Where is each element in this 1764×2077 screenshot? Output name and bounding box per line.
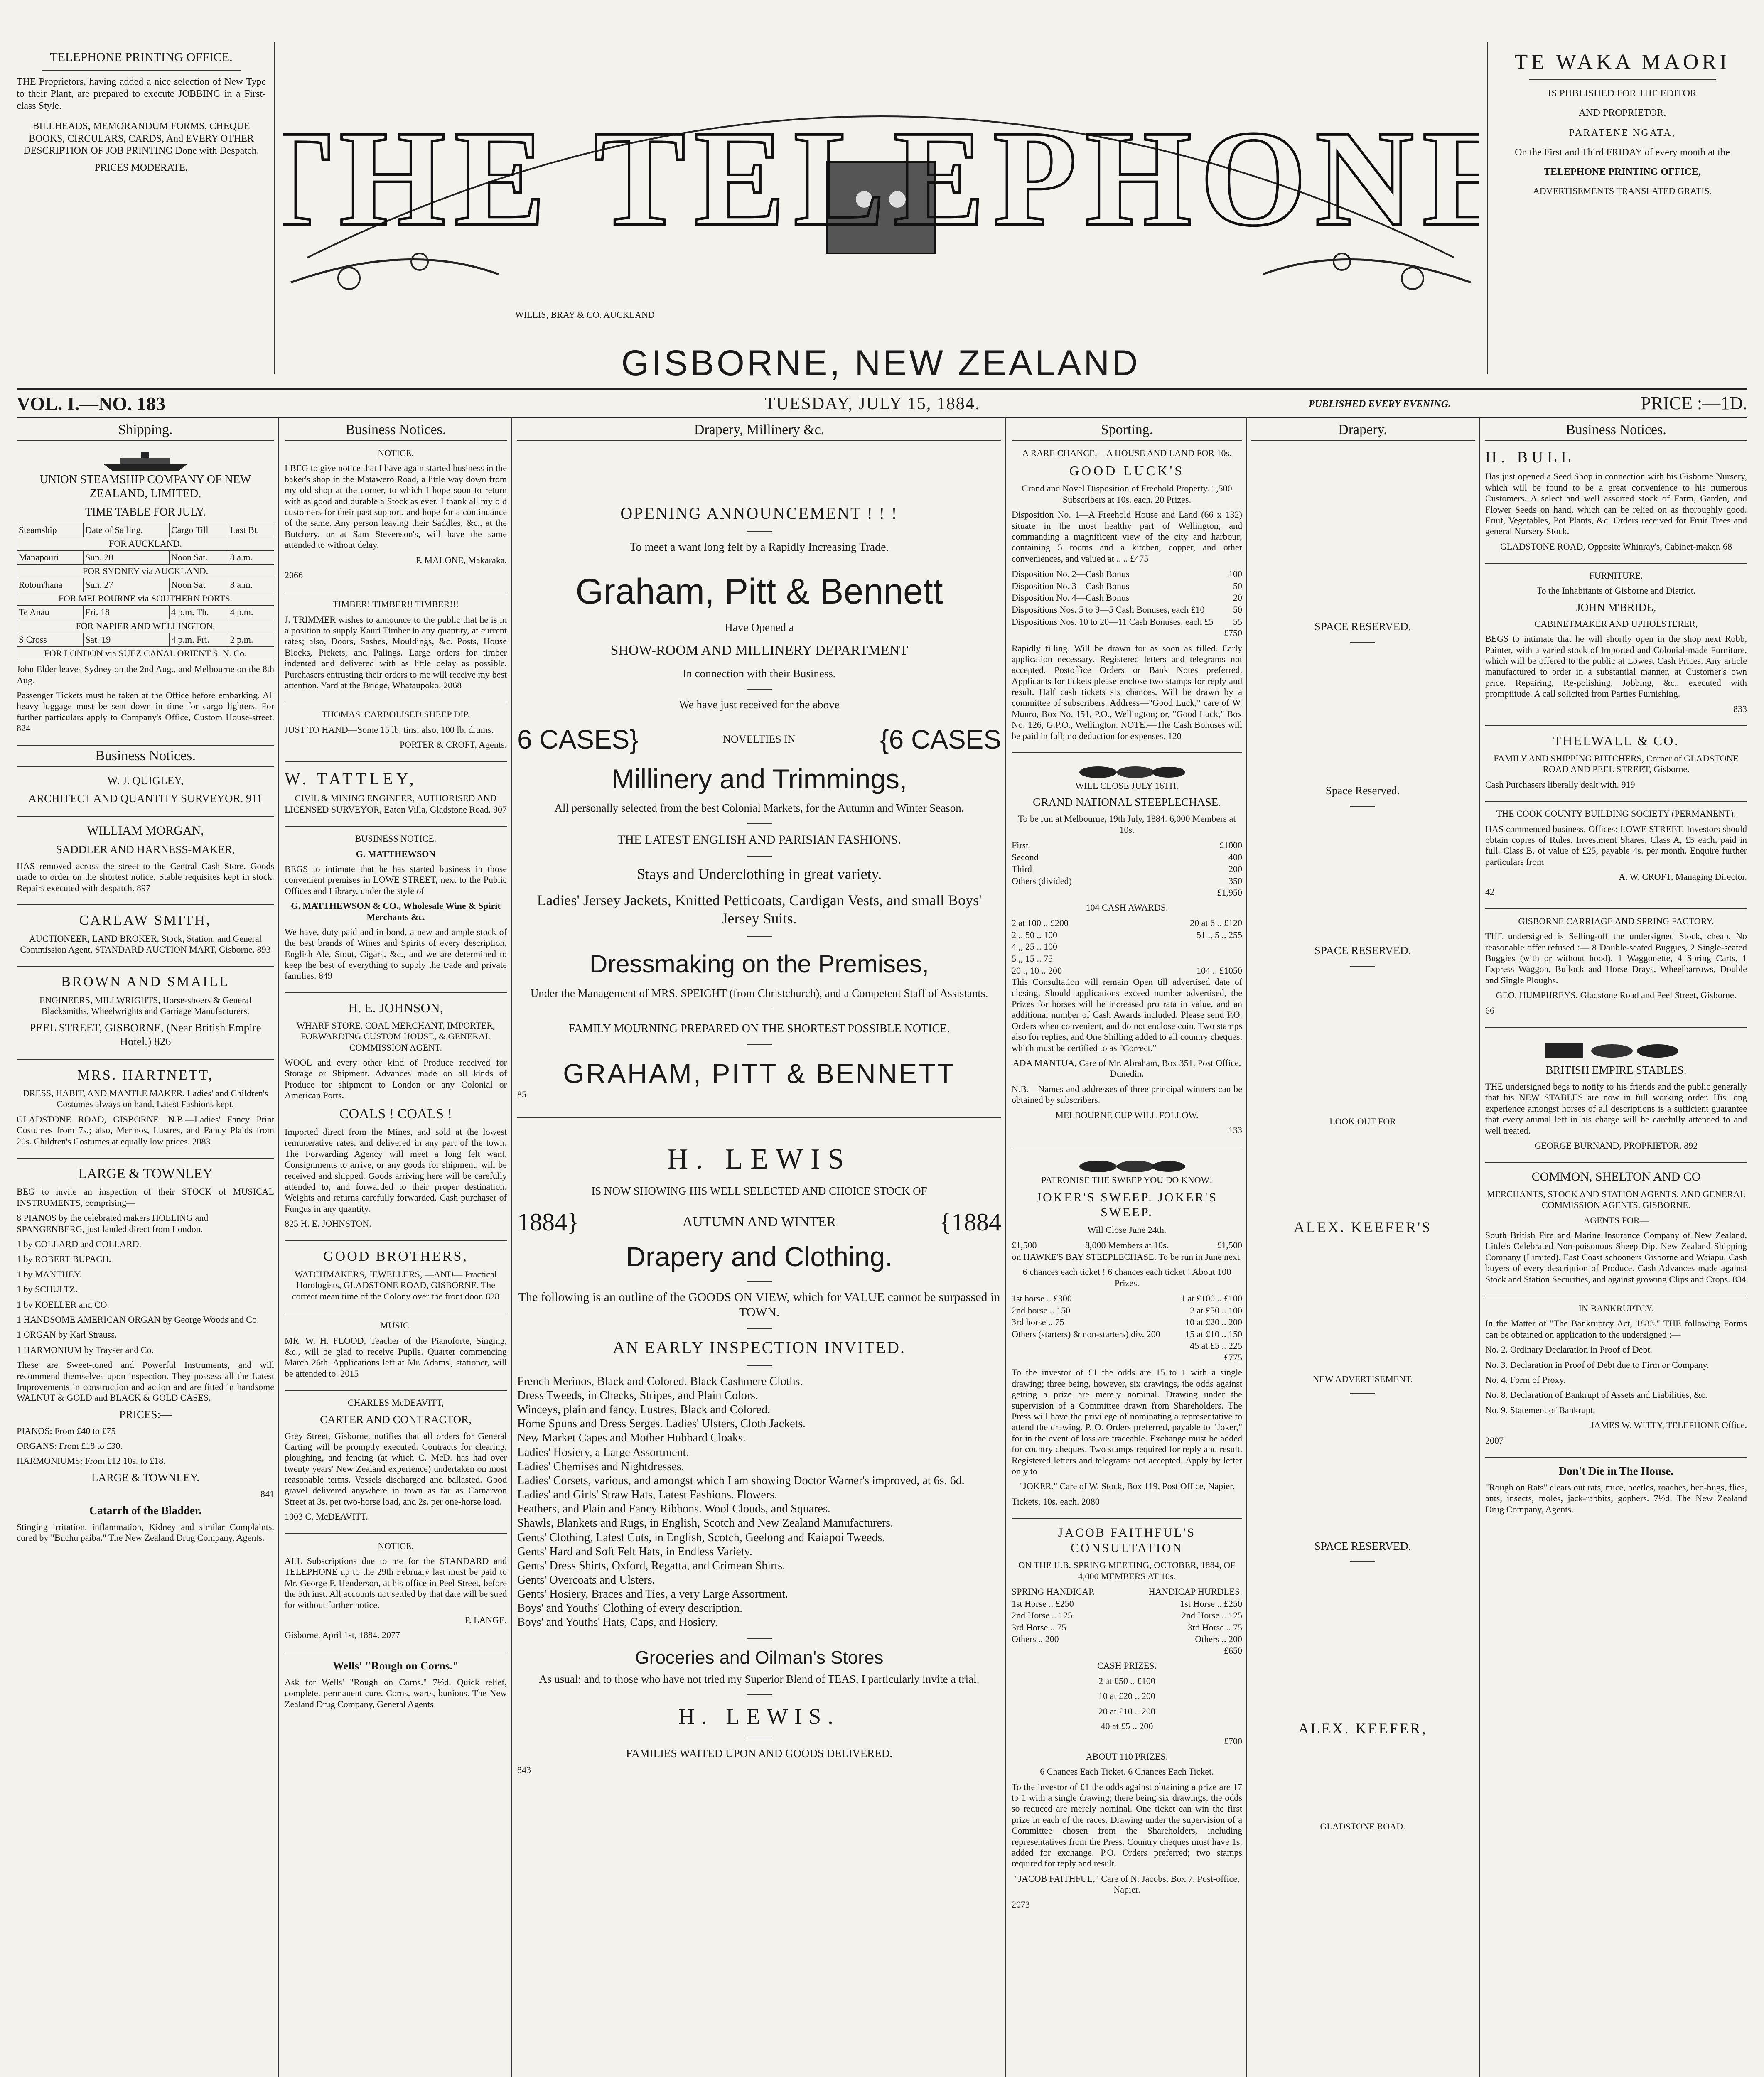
dressmaking-line: Dressmaking on the Premises, — [590, 950, 929, 978]
new-advertisement: NEW ADVERTISEMENT. — [1312, 1374, 1413, 1385]
johnson-text2: Imported direct from the Mines, and sold at the lowest remunerative rates, and delivered in any part of the town. The Forwarding Agency will meet a long felt want. Consignments to arrive, or any goods for shipment, will be received and shipped. Goods arriving here will be carefully attended to, and forwarded to their proper destination. Weights and returns carefully forwarded. Cash purchaser of Fungus in any quantity. — [285, 1127, 507, 1214]
column-divider — [1005, 417, 1006, 2077]
mbride-sub: CABINETMAKER AND UPHOLSTERER, — [1534, 618, 1698, 629]
dont-die-title: Don't Die in The House. — [1558, 1464, 1674, 1477]
mbride-text: BEGS to intimate that he will shortly open in the shop next Robb, Painter, with a varied stock of Imported and Colonial-made Furniture, which will be offered to the public at Lowest Cash Prices. Any article manufactured to order in a substantial manner, at Customer's own price. Repairing, Re-polishing, Jobbing, &c., executed with promptitude. A call solicited from Parties Furnishing. — [1485, 633, 1747, 699]
disposition-text: Disposition No. 1—A Freehold House and Land (66 x 132) situate in the most healthy part of Wellington, and commanding a magnificent view of the city and harbour; containing 5 rooms and a kitchen, copper, and other conveniences, and valued at .. .. £475 — [1012, 509, 1242, 564]
mourning-line: FAMILY MOURNING PREPARED ON THE SHORTEST POSSIBLE NOTICE. — [568, 1022, 950, 1036]
shipping-timetable: Steamship Date of Sailing. Cargo Till Last Bt. FOR AUCKLAND. Manapouri Sun. 20 Noon Sat. 8 a.m. FOR SYDNEY via AUCKLAND. Rotom'hana Sun. 27 Noon Sat 8 a.m. FOR MELBOURNE via SOUTHERN PORTS. Te Anau Fri. 18 4 p.m. Th. 4 p.m. FOR NAPIER AND WELLINGTON. S.Cross Sat. 19 4 p.m. Fri. 2 p.m. FOR LONDON via SUEZ CANAL ORIENT S. N. Co. — [17, 523, 274, 660]
column-divider — [511, 417, 512, 2077]
jacob-sub: ON THE H.B. SPRING MEETING, OCTOBER, 1884, OF 4,000 MEMBERS AT 10s. — [1018, 1560, 1236, 1581]
matthewson-name: G. MATTHEWSON — [356, 848, 436, 859]
disposition-row: Disposition No. 4—Cash Bonus 20 — [1012, 592, 1242, 603]
column-drapery-reserved — [1251, 420, 1475, 2077]
dont-die-text: "Rough on Rats" clears out rats, mice, beetles, roaches, bed-bugs, flies, ants, insects, moles, jack-rabbits, gophers. 7½d. The New Zealand Drug Company, Agents. — [1485, 1482, 1747, 1515]
notice2-heading: NOTICE. — [378, 1540, 414, 1551]
bankruptcy-heading: IN BANKRUPTCY. — [1578, 1303, 1654, 1313]
waka-maori-ear — [1496, 50, 1749, 197]
lange-sign: P. LANGE. — [465, 1615, 507, 1625]
lewis-name-2: H. LEWIS. — [678, 1704, 840, 1729]
wells-title: Wells' "Rough on Corns." — [332, 1659, 459, 1672]
masthead — [283, 25, 1479, 324]
thelwall-name: THELWALL & CO. — [1553, 733, 1679, 748]
tattley-text: CIVIL & MINING ENGINEER, AUTHORISED AND LICENSED SURVEYOR, Eaton Villa, Gladstone Road. 907 — [285, 793, 507, 815]
good-brothers-name: GOOD BROTHERS, — [323, 1248, 468, 1264]
jacob-total: £650 — [1224, 1645, 1242, 1656]
morgan-sub: SADDLER AND HARNESS-MAKER, — [56, 843, 235, 856]
thelwall-cash: Cash Purchasers liberally dealt with. 919 — [1485, 779, 1635, 790]
bull-name: H. BULL — [1485, 449, 1575, 466]
instrument-item: 1 HANDSOME AMERICAN ORGAN by George Woods and Co. — [17, 1314, 259, 1325]
carriage-sign: GEO. HUMPHREYS, Gladstone Road and Peel Street, Gisborne. — [1496, 990, 1737, 1001]
printing-office-ear — [17, 50, 266, 174]
prices-heading: PRICES:— — [119, 1408, 172, 1421]
racing-horses-icon — [1065, 1154, 1189, 1175]
form-item: No. 9. Statement of Bankrupt. — [1485, 1404, 1595, 1415]
awards-heading: 104 CASH AWARDS. — [1086, 902, 1168, 913]
johnson-sign: 825 H. E. JOHNSTON. — [285, 1218, 371, 1229]
cash-row: 40 at £5 .. 200 — [1101, 1721, 1153, 1732]
goods-item: Gents' Dress Shirts, Oxford, Regatta, and Crimean Shirts. — [517, 1559, 786, 1572]
received-line: We have just received for the above — [679, 698, 840, 711]
joker-text: To the investor of £1 the odds are 15 to 1 with a single drawing; three being, however, six drawings, the odds against getting a prize are merely nominal. Drawing under the supervision of a Committee drawn from Shareholders. The Press will have the privilege of nominating a representative to attend the drawing. P. O. Orders preferred, payable to "Joker," for in the event of loss are traceable. Exchange must be added for country cheques. Two stamps required for reply and result. Registered letters and telegrams not accepted. Apply by letter only to — [1012, 1367, 1242, 1476]
opening-announcement: OPENING ANNOUNCEMENT ! ! ! — [620, 504, 898, 523]
meet-want: To meet a want long felt by a Rapidly Increasing Trade. — [629, 541, 889, 554]
matthewson-text: BEGS to intimate that he has started business in those convenient premises in LOWE STREET, next to the Public Offices and Library, under the style of — [285, 863, 507, 896]
stables-text: THE undersigned begs to notify to his friends and the public generally that his NEW STABLES are now in full working order. His long experience amongst horses of all descriptions is a sufficient guarantee that every animal left in his charge will be carefully attended to and well treated. — [1485, 1081, 1747, 1136]
form-item: No. 2. Ordinary Declaration in Proof of Debt. — [1485, 1344, 1653, 1355]
ear-right-l4: On the First and Third FRIDAY of every month at the — [1515, 147, 1730, 158]
rare-chance: A RARE CHANCE.—A HOUSE AND LAND FOR 10s. — [1022, 448, 1232, 458]
malone-notice: I BEG to give notice that I have again started business in the baker's shop in the Matawero Road, a little way down from my old shop at the corner, to which I hope soon to return with as good and durable a Stock as ever. I thank all my old customers for their past support, and hope for a continuance of the same. Any person leaving their Saddles, &c., at the Butchery, or at Sam Stevenson's, will have the same attended to without delay. — [285, 463, 507, 550]
ear-right-l3: PARATENE NGATA, — [1569, 127, 1676, 138]
quigley-text: ARCHITECT AND QUANTITY SURVEYOR. 911 — [28, 792, 263, 805]
passenger-text: Passenger Tickets must be taken at the Office before embarking. All heavy luggage must be sent down in time for cargo lighters. For further particulars apply to Company's Office, Custom House-street. 824 — [17, 690, 274, 734]
about-prizes: ABOUT 110 PRIZES. — [1086, 1751, 1168, 1762]
disposition-row: Dispositions Nos. 5 to 9—5 Cash Bonuses, each £10 50 — [1012, 604, 1242, 615]
instrument-item: 1 ORGAN by Karl Strauss. — [17, 1329, 117, 1340]
good-luck-title: GOOD LUCK'S — [1069, 463, 1185, 479]
section-header-business: Business Notices. — [17, 746, 274, 767]
catarrh-text: Stinging irritation, inflammation, Kidney and similar Complaints, cured by "Buchu paiba." The New Zealand Drug Company, Agents. — [17, 1522, 274, 1543]
racing-horses-icon — [1065, 760, 1189, 781]
carriage-num: 66 — [1485, 1005, 1494, 1016]
disposition-row: Dispositions Nos. 10 to 20—11 Cash Bonuses, each £5 55 — [1012, 616, 1242, 627]
joker-prize-left: £1,500 — [1012, 1240, 1037, 1251]
brown-name: BROWN AND SMAILL — [61, 974, 230, 990]
goods-item: New Market Capes and Mother Hubbard Cloaks. — [517, 1431, 746, 1445]
goods-item: Ladies' Corsets, various, and amongst which I am showing Doctor Warner's improved, at 6s. 6d. — [517, 1474, 965, 1487]
section-header-business-3: Business Notices. — [1485, 420, 1747, 441]
ear-right-l5: TELEPHONE PRINTING OFFICE, — [1543, 167, 1701, 178]
goods-item: Ladies' Chemises and Nightdresses. — [517, 1460, 684, 1473]
dip-text: JUST TO HAND—Some 15 lb. tins; also, 100 lb. drums. — [285, 724, 494, 735]
grand-national: GRAND NATIONAL STEEPLECHASE. — [1033, 796, 1221, 809]
lange-notice: ALL Subscriptions due to me for the STANDARD and TELEPHONE up to the 29th February last must be paid to Mr. George F. Henderson, at his office in Peel Street, before the 5th inst. All accounts not settled by that date will be sued for without further notice. — [285, 1556, 507, 1610]
mcdeavitt-name: CHARLES McDEAVITT, — [347, 1397, 444, 1408]
coals-heading: COALS ! COALS ! — [339, 1106, 452, 1122]
goods-item: Gents' Overcoats and Ulsters. — [517, 1574, 655, 1587]
jersey-line: Ladies' Jersey Jackets, Knitted Petticoats, Cardigan Vests, and small Boys' Jersey Suits. — [537, 892, 982, 927]
stables-sign: GEORGE BURNAND, PROPRIETOR. 892 — [1534, 1140, 1698, 1151]
large-townley-text: BEG to invite an inspection of their STOCK of MUSICAL INSTRUMENTS, comprising— — [17, 1186, 274, 1208]
firm-num: 85 — [517, 1089, 526, 1100]
mcdeavitt-title: CARTER AND CONTRACTOR, — [320, 1413, 472, 1426]
goods-item: Boys' and Youths' Clothing of every description. — [517, 1602, 743, 1615]
goods-item: Dress Tweeds, in Checks, Stripes, and Plain Colors. — [517, 1389, 759, 1402]
autumn-winter: AUTUMN AND WINTER — [682, 1214, 836, 1230]
carlaw-name: CARLAW SMITH, — [79, 913, 212, 928]
grand-sub: To be run at Melbourne, 19th July, 1884. 6,000 Members at 10s. — [1018, 813, 1236, 835]
form-item: No. 4. Form of Proxy. — [1485, 1374, 1566, 1385]
cook-sign: A. W. CROFT, Managing Director. — [1619, 872, 1747, 882]
stays-line: Stays and Underclothing in great variety. — [636, 865, 882, 882]
section-header-drapery: Drapery. — [1251, 420, 1475, 441]
fashions-line: THE LATEST ENGLISH AND PARISIAN FASHIONS. — [617, 832, 901, 847]
year-left: 1884} — [517, 1208, 579, 1236]
morgan-name: WILLIAM MORGAN, — [87, 824, 204, 838]
drapery-clothing: Drapery and Clothing. — [626, 1241, 893, 1272]
ear-right-title: TE WAKA MAORI — [1514, 50, 1730, 74]
cash-total: £700 — [1224, 1736, 1242, 1747]
hawkes-bay: on HAWKE'S BAY STEEPLECHASE, To be run in June next. — [1012, 1251, 1242, 1262]
section-header-drapery-millinery: Drapery, Millinery &c. — [517, 420, 1001, 441]
goods-item: Home Spuns and Dress Serges. Ladies' Ulsters, Cloth Jackets. — [517, 1417, 806, 1431]
chances-line: 6 Chances Each Ticket. 6 Chances Each Ticket. — [1040, 1766, 1214, 1777]
column-divider — [278, 417, 279, 2077]
keefer-2: ALEX. KEEFER, — [1298, 1720, 1427, 1737]
common-shelton-name: COMMON, SHELTON AND CO — [1531, 1170, 1701, 1184]
furniture-heading: FURNITURE. — [1589, 570, 1643, 581]
form-item: No. 3. Declaration in Proof of Debt due to Firm or Company. — [1485, 1359, 1709, 1370]
mcdeavitt-text: Grey Street, Gisborne, notifies that all orders for General Carting will be promptly executed. Contracts for clearing, ploughing, and fencing (at which C. McD. has had over twenty years' New Zealand experience) undertaken on most reasonable terms. Vessels discharged and ballasted. Good gravel delivered anywhere in town as far as Carnarvon Street at 3s. per two-horse load, and 2s. per one-horse load. — [285, 1430, 507, 1507]
lewis-name: H. LEWIS — [667, 1143, 852, 1175]
large-townley-name: LARGE & TOWNLEY — [78, 1166, 213, 1181]
large-townley-num: 841 — [260, 1488, 274, 1499]
price-line: ORGANS: From £18 to £30. — [17, 1441, 123, 1451]
groceries-line: Groceries and Oilman's Stores — [635, 1647, 884, 1668]
mcdeavitt-sign: 1003 C. McDEAVITT. — [285, 1511, 368, 1522]
ear-left-prices: PRICES MODERATE. — [94, 162, 188, 174]
ear-left-text: THE Proprietors, having added a nice selection of New Type to their Plant, are prepared to execute JOBBING in a First-class Style. — [17, 76, 266, 112]
goods-item: Shawls, Blankets and Rugs, in English, Scotch and New Zealand Manufacturers. — [517, 1517, 894, 1530]
jokers-sweep: JOKER'S SWEEP. JOKER'S SWEEP. — [1036, 1190, 1218, 1220]
families-line: FAMILIES WAITED UPON AND GOODS DELIVERED. — [626, 1747, 892, 1760]
coach-horses-icon — [1541, 1034, 1691, 1063]
price: PRICE :—1D. — [1641, 393, 1747, 413]
instrument-item: 8 PIANOS by the celebrated makers HOELING and SPANGENBERG, just landed direct from London. — [17, 1213, 209, 1234]
masthead-title: THE TELEPHONE — [283, 103, 1479, 254]
cook-num: 42 — [1485, 886, 1494, 897]
hartnett-text2: GLADSTONE ROAD, GISBORNE. N.B.—Ladies' Fancy Print Costumes from 7s.; also, Merinos, Lustres, and Fancy Plaids from 20s. Children's Costumes at equally low prices. 2083 — [17, 1114, 274, 1147]
instrument-item: 1 HARMONIUM by Trayser and Co. — [17, 1344, 154, 1355]
column-drapery-millinery — [517, 420, 1001, 1775]
column-divider — [1479, 417, 1480, 2077]
johnson-text: WOOL and every other kind of Produce received for Storage or Shipment. Advances made on all kinds of Produce for shipment to London or any Colonial or American Ports. — [285, 1057, 507, 1101]
good-luck-sub: Grand and Novel Disposition of Freehold Property. 1,500 Subscribers at 10s. each. 20 Prizes. — [1022, 483, 1232, 505]
ada-sign: ADA MANTUA, Care of Mr. Abraham, Box 351, Post Office, Dunedin. — [1012, 1058, 1241, 1079]
lange-num: Gisborne, April 1st, 1884. 2077 — [285, 1630, 400, 1640]
dip-heading: THOMAS' CARBOLISED SHEEP DIP. — [322, 709, 470, 720]
goods-item: Winceys, plain and fancy. Lustres, Black and Colored. — [517, 1403, 770, 1417]
malone-sign: P. MALONE, Makaraka. — [415, 555, 507, 565]
consult-text: This Consultation will remain Open till advertised date of closing. Should applications exceed number advertised, the Prizes for horses will be increased pro rata in value, and an additional number of Cash Awards included. Please send P.O. Orders when convenient, and do not enclose coin. Two stamps also for replies, and One Shilling added to all country cheques, which must be certified to as "Correct." — [1012, 977, 1242, 1053]
masthead-title-art — [283, 25, 1479, 324]
section-header-sporting: Sporting. — [1012, 420, 1242, 441]
inspection-line: AN EARLY INSPECTION INVITED. — [612, 1338, 906, 1357]
jacob-title: JACOB FAITHFUL'S CONSULTATION — [1058, 1526, 1196, 1555]
mbride-num: 833 — [1733, 703, 1747, 714]
large-townley-text2: These are Sweet-toned and Powerful Instruments, and will recommend themselves upon inspection. They possess all the Latest Improvements in construction and action and are fitted in handsome WALNUT & GOLD and BLACK & GOLD CASES. — [17, 1360, 274, 1403]
witty-sign: JAMES W. WITTY, TELEPHONE Office. — [1590, 1420, 1747, 1431]
quigley-name: W. J. QUIGLEY, — [107, 774, 184, 787]
melbourne-cup: MELBOURNE CUP WILL FOLLOW. — [1055, 1110, 1199, 1120]
disposition-row: Disposition No. 2—Cash Bonus 100 — [1012, 569, 1242, 579]
keefers-1: ALEX. KEEFER'S — [1293, 1219, 1432, 1236]
carlaw-text: AUCTIONEER, LAND BROKER, Stock, Station, and General Commission Agent, STANDARD AUCTION MART, Gisborne. 893 — [20, 933, 271, 955]
millinery-trimmings: Millinery and Trimmings, — [611, 763, 907, 794]
bankruptcy-text: In the Matter of "The Bankruptcy Act, 1883." THE following Forms can be obtained on application to the undersigned :— — [1485, 1318, 1747, 1340]
have-opened: Have Opened a — [725, 621, 794, 634]
goods-item: Gents' Hosiery, Braces and Ties, a very Large Assortment. — [517, 1588, 789, 1601]
price-line: PIANOS: From £40 to £75 — [17, 1425, 116, 1436]
firm-name: Graham, Pitt & Bennett — [575, 572, 943, 612]
disposition-row: Disposition No. 3—Cash Bonus 50 — [1012, 580, 1242, 591]
look-out-for: LOOK OUT FOR — [1329, 1116, 1396, 1127]
joker-prize-right: £1,500 — [1217, 1240, 1242, 1251]
goods-list — [517, 1375, 1001, 1630]
ear-divider-left — [274, 42, 275, 374]
goods-item: Boys' and Youths' Hats, Caps, and Hosiery. — [517, 1616, 718, 1629]
carriage-text: THE undersigned is Selling-off the undersigned Stock, cheap. No reasonable offer refused :— 8 Double-seated Buggies, 2 Single-seated Buggies (with or without hood), 1 Waggonette, 4 Spring Carts, 1 Express Waggon, Bullock and Horse Drays, Wheelbarrows, Double and Single Ploughs. — [1485, 931, 1747, 985]
bull-text: Has just opened a Seed Shop in connection with his Gisborne Nursery, which will be found to be a great convenience to his numerous Customers. A select and well assorted stock of Farm, Garden, and Flower Seeds on hand, which can be relied on as thoroughly good. Fruit, Vegetables, Pot Plants, &c. Orders received for Fruit Trees and general Nursery Stock. — [1485, 471, 1747, 537]
mbride-name: JOHN M'BRIDE, — [1576, 601, 1656, 614]
column-business-notices — [285, 420, 507, 1721]
joker-close: Will Close June 24th. — [1087, 1224, 1167, 1235]
patronise: PATRONISE THE SWEEP YOU DO KNOW! — [1041, 1175, 1213, 1186]
music-text: MR. W. H. FLOOD, Teacher of the Pianoforte, Singing, &c., will be glad to receive Pupils. Quarter commencing March 26th. Applications left at Mr. Adams', stationer, will be attended to. 2015 — [285, 1335, 507, 1379]
stables-heading: BRITISH EMPIRE STABLES. — [1545, 1064, 1687, 1076]
agents-heading: AGENTS FOR— — [1583, 1215, 1649, 1225]
joker-total: £775 — [1224, 1352, 1242, 1363]
london-text: John Elder leaves Sydney on the 2nd Aug., and Melbourne on the 8th Aug. — [17, 664, 274, 685]
management-line: Under the Management of MRS. SPEIGHT (from Christchurch), and a Competent Staff of Assistants. — [530, 987, 988, 1000]
cook-text: HAS commenced business. Offices: LOWE STREET, Investors should obtain copies of Rules. Investment Shares, Class A, £5 each, paid in full. Class B, of value of £25, payable 4s. per month. Enquire further particulars from — [1485, 823, 1747, 867]
thelwall-text: FAMILY AND SHIPPING BUTCHERS, Corner of GLADSTONE ROAD AND PEEL STREET, Gisborne. — [1494, 753, 1739, 775]
joker-members: 8,000 Members at 10s. — [1085, 1240, 1169, 1251]
space-reserved-1: SPACE RESERVED. — [1314, 620, 1411, 633]
hartnett-text: DRESS, HABIT, AND MANTLE MAKER. Ladies' and Children's Costumes always on hand. Latest Fashions kept. — [22, 1088, 268, 1110]
large-townley-sign: LARGE & TOWNLEY. — [91, 1471, 200, 1484]
showroom-line: SHOW-ROOM AND MILLINERY DEPARTMENT — [610, 643, 908, 658]
wells-text: Ask for Wells' "Rough on Corns." 7½d. Quick relief, complete, permanent cure. Corns, warts, bunions. The New Zealand Drug Company, General Agents — [285, 1677, 507, 1709]
section-header-shipping: Shipping. — [17, 420, 274, 441]
ear-right-l2: AND PROPRIETOR, — [1578, 108, 1666, 119]
jacob-sign: "JACOB FAITHFUL," Care of N. Jacobs, Box 7, Post-office, Napier. — [1014, 1873, 1240, 1895]
dateline-rule-top — [17, 388, 1747, 390]
agents-text: South British Fire and Marine Insurance Company of New Zealand. Little's Celebrated Non-poisonous Sheep Dip. New Zealand Shipping Company (Limited). East Coast schooners Gisborne and Waiapu. Cash buyers of every description of Produce. Cash Advances made against Stock and Station Securities, and against growing Clips and Crops. 834 — [1485, 1230, 1747, 1284]
engraver-credit: WILLIS, BRAY & CO. AUCKLAND — [515, 309, 655, 320]
cash-row: 10 at £20 .. 200 — [1098, 1691, 1155, 1701]
column-shipping — [17, 420, 274, 1554]
timber-text: J. TRIMMER wishes to announce to the public that he is in a position to supply Kauri Timber in any quantity, at current rates; also, Doors, Sashes, Mouldings, &c. Posts, House Blocks, Pickets, and Palings. Large orders for timber indented and delivered with as little delay as possible. Purchasers entrusting their orders to me will receive my best attention. Yard at the Bridge, Whataupoko. 2068 — [285, 614, 507, 691]
firm-name-2: GRAHAM, PITT & BENNETT — [563, 1058, 956, 1089]
goods-item: Feathers, and Plain and Fancy Ribbons. Wool Clouds, and Squares. — [517, 1503, 830, 1516]
space-reserved-4: SPACE RESERVED. — [1314, 1539, 1411, 1552]
goods-item: French Merinos, Black and Colored. Black Cashmere Cloths. — [517, 1375, 803, 1388]
bull-addr: GLADSTONE ROAD, Opposite Whinray's, Cabinet-maker. 68 — [1500, 541, 1732, 552]
johnson-name: H. E. JOHNSON, — [348, 1000, 443, 1015]
published-note: PUBLISHED EVERY EVENING. — [1309, 399, 1451, 410]
common-shelton-text: MERCHANTS, STOCK AND STATION AGENTS, AND GENERAL COMMISSION AGENTS, GISBORNE. — [1486, 1188, 1746, 1210]
volume-number: VOL. I.—NO. 183 — [17, 393, 166, 414]
disposition-total: £750 — [1224, 628, 1242, 638]
timetable-title: TIME TABLE FOR JULY. — [85, 506, 206, 518]
dateline-rule-bottom — [17, 417, 1747, 418]
ear-right-l6: ADVERTISEMENTS TRANSLATED GRATIS. — [1533, 186, 1712, 196]
notice-heading: NOTICE. — [378, 448, 414, 458]
close-date: WILL CLOSE JULY 16TH. — [1075, 781, 1179, 791]
connection-line: In connection with their Business. — [683, 667, 836, 680]
witty-num: 2007 — [1485, 1435, 1504, 1446]
section-header-business-2: Business Notices. — [285, 420, 507, 441]
tea-line: As usual; and to those who have not tried my Superior Blend of TEAS, I particularly invite a trial. — [539, 1672, 980, 1685]
dip-sign: PORTER & CROFT, Agents. — [399, 739, 507, 750]
six-cases-right: {6 CASES — [880, 724, 1001, 754]
steamship-icon — [96, 448, 195, 473]
ear-right-l1: IS PUBLISHED FOR THE EDITOR — [1548, 88, 1697, 99]
tattley-name: W. TATTLEY, — [285, 769, 417, 788]
timber-heading: TIMBER! TIMBER!! TIMBER!!! — [332, 599, 459, 610]
malone-num: 2066 — [285, 570, 303, 580]
matthewson-text2: We have, duty paid and in bond, a new and ample stock of the best brands of Wines and Spirits of every description, English Ale, Stout, Cigars, &c., and we are determined to keep the best of everything to supply the trade and private families. 849 — [285, 926, 507, 981]
goods-item: Gents' Clothing, Latest Cuts, in English, Scotch, Geelong and Kaiapoi Tweeds. — [517, 1531, 885, 1544]
column-business-notices-2 — [1485, 420, 1747, 1526]
instrument-item: 1 by KOELLER and CO. — [17, 1299, 110, 1310]
ada-nb: N.B.—Names and addresses of three principal winners can be obtained by subscribers. — [1012, 1083, 1242, 1105]
six-cases-left: 6 CASES} — [517, 724, 639, 754]
cash-row: 2 at £50 .. £100 — [1098, 1675, 1155, 1686]
goods-item: Ladies' Hosiery, a Large Assortment. — [517, 1446, 689, 1459]
catarrh-title: Catarrh of the Bladder. — [89, 1504, 202, 1517]
joker-num: Tickets, 10s. each. 2080 — [1012, 1496, 1100, 1507]
prizes-total: £1,950 — [1217, 887, 1242, 898]
music-heading: MUSIC. — [380, 1320, 412, 1331]
cook-heading: THE COOK COUNTY BUILDING SOCIETY (PERMANENT). — [1496, 808, 1736, 819]
johnson-sub: WHARF STORE, COAL MERCHANT, IMPORTER, FORWARDING CUSTOM HOUSE, & GENERAL COMMISSION AGENT. — [296, 1020, 495, 1053]
column-sporting: Sporting. A RARE CHANCE.—A HOUSE AND LAND FOR 10s. GOOD LUCK'S Grand and Novel Disposition of Freehold Property. 1,500 Subscribers at 10s. each. 20 Prizes. Disposition No. 1—A Freehold House and Land (66 x 132) situate in the most healthy part of Wellington, and commanding a magnificent view of the city and harbour; containing 5 rooms and a kitchen, copper, and other conveniences, and valued at .. .. £475 Disposition No. 2—Cash Bonus 100 Disposition No. 3—Cash Bonus 50 Disposition No. 4—Cash Bonus 20 Dispositions Nos. 5 to 9—5 Cash Bonuses, each £10 50 Dispositions Nos. 10 to 20—11 Cash Bonuses, each £5 55 £750 Rapidly filling. Will be drawn for as soon as filled. Early application necessary. Registered letters and telegrams not accepted. Postoffice Orders or Bank Notes preferred. Applicants for tickets please enclose two stamps for reply and result. Half cash tickets six chances. Will be drawn by a committee of subscribers. Address—"Good Luck," care of W. Munro, Box No. 151, P.O., Wellington; or, "Good Luck," Box No. 126, G.P.O., Wellington. NOTE.—The Cash Bonuses will be paid in full; no deduction for expenses. 120 WILL CLOSE JULY 16TH. GRAND NATIONAL STEEPLECHASE. To be run at Melbourne, 19th July, 1884. 6,000 Members at 10s. First £1000 Second 400 Third 200 Others (divided) 350 £1,950 104 CASH AWARDS. 2 at 100 .. £200 20 at 6 .. £120 2 ,, 50 .. 100 51 ,, 5 .. 255 4 ,, 25 .. 100 5 ,, 15 .. 75 20 ,, 10 .. 200 104 .. £1050 This Consultation will remain Open till advertised date of closing. Should applications exceed number advertised, the Prizes for horses will be increased pro rata in value, and an additional number of Cash Awards included. Please send P.O. Orders when convenient, and do not enclose coin. Two stamps also for replies, and One Shilling added to all country cheques, which must be certified to as "Correct." ADA MANTUA, Care of Mr. Abraham, Box 351, Post Office, Dunedin. N.B.—Names and addresses of three principal winners can be obtained by subscribers. MELBOURNE CUP WILL FOLLOW. 133 PATRONISE THE SWEEP YOU DO KNOW! JOKER'S SWEEP. JOKER'S SWEEP. Will Close June 24th. £1,500 8,000 Members at 10s. £1,500 on HAWKE'S BAY STEEPLECHASE, To be run in June next. 6 chances each ticket ! 6 chances each ticket ! About 100 Prizes. 1st horse .. £300 1 at £100 .. £100 2nd horse .. 150 2 at £50 .. 100 3rd horse .. 75 10 at £20 .. 200 Others (starters) & non-starters) div. 200 15 at £10 .. 150 45 at £5 .. 225 £775 To the investor of £1 the odds are 15 to 1 with a single drawing; three being, however, six drawings, the odds against getting a prize are merely nominal. Drawing under the supervision of a Committee drawn from Shareholders. The Press will have the privilege of nominating a representative to attend the drawing. P. O. Orders preferred, payable to "Joker," for in the event of loss are traceable. Exchange must be added for country cheques. Two stamps required for reply and result. Registered letters and telegrams not accepted. Apply by letter only to "JOKER." Care of W. Stock, Box 119, Post Office, Napier. Tickets, 10s. each. 2080 JACOB FAITHFUL'S CONSULTATION ON THE H.B. SPRING MEETING, OCTOBER, 1884, OF 4,000 MEMBERS AT 10s. SPRING HANDICAP. HANDICAP HURDLES. 1st Horse .. £250 1st Horse .. £250 2nd Horse .. 125 2nd Horse .. 125 3rd Horse .. 75 3rd Horse .. 75 Others .. 200 Others .. 200 £650 CASH PRIZES. 2 at £50 .. £100 10 at £20 .. 200 20 at £10 .. 200 40 at £5 .. 200 £700 ABOUT 110 PRIZES. 6 Chances Each Ticket. 6 Chances Each Ticket. To the investor of £1 the odds against obtaining a prize are 17 to 1 with a single drawing; there being six drawings, the odds so reduced are merely nominal. One ticket can win the first prize in each of the races. Drawing under the supervision of a Committee chosen from the Shareholders, including representatives from the Press. Country cheques must have 1s. added for exchange. P.O. Orders preferred; two stamps required for reply and result. "JACOB FAITHFUL," Care of N. Jacobs, Box 7, Post-office, Napier. 2073 — [1012, 420, 1242, 1921]
goods-item: Gents' Hard and Soft Felt Hats, in Endless Variety. — [517, 1545, 752, 1558]
issue-date: TUESDAY, JULY 15, 1884. — [764, 394, 980, 413]
hawkes-sub: 6 chances each ticket ! 6 chances each ticket ! About 100 Prizes. — [1022, 1267, 1231, 1288]
instrument-item: 1 by MANTHEY. — [17, 1269, 82, 1279]
cash-heading: CASH PRIZES. — [1097, 1660, 1157, 1671]
masthead-place: GISBORNE, NEW ZEALAND — [621, 343, 1140, 383]
lewis-showing: IS NOW SHOWING HIS WELL SELECTED AND CHOICE STOCK OF — [591, 1184, 927, 1197]
selected-line: All personally selected from the best Colonial Markets, for the Autumn and Winter Season. — [554, 801, 964, 814]
novelties-in: NOVELTIES IN — [723, 733, 796, 745]
carriage-heading: GISBORNE CARRIAGE AND SPRING FACTORY. — [1518, 916, 1714, 926]
outline-line: The following is an outline of the GOODS ON VIEW, which for VALUE cannot be surpassed in TOWN. — [518, 1290, 1000, 1319]
jacob-num: 2073 — [1012, 1899, 1030, 1910]
jacob-text: To the investor of £1 the odds against obtaining a prize are 17 to 1 with a single drawing; there being six drawings, the odds so reduced are merely nominal. One ticket can win the first prize in each of the races. Drawing under the supervision of a Committee chosen from the Shareholders, including representatives from the Press. Country cheques must have 1s. added for exchange. P.O. Orders preferred; two stamps required for reply and result. — [1012, 1781, 1242, 1869]
hartnett-name: MRS. HARTNETT, — [77, 1067, 214, 1083]
ear-left-title: TELEPHONE PRINTING OFFICE. — [50, 50, 233, 64]
space-reserved-2: Space Reserved. — [1325, 784, 1400, 797]
morgan-text: HAS removed across the street to the Central Cash Store. Goods made to order on the shortest notice. Stable requisites kept in stock. Repairs executed with despatch. 897 — [17, 861, 274, 893]
melbourne-num: 133 — [1228, 1124, 1242, 1135]
joker-sign: "JOKER." Care of W. Stock, Box 119, Post Office, Napier. — [1019, 1481, 1235, 1492]
ear-divider-right — [1487, 42, 1488, 374]
brown-addr: PEEL STREET, GISBORNE, (Near British Empire Hotel.) 826 — [29, 1021, 261, 1048]
space-reserved-3: SPACE RESERVED. — [1314, 944, 1411, 957]
matthewson-firm: G. MATTHEWSON & CO., Wholesale Wine & Spirit Merchants &c. — [291, 901, 501, 922]
instrument-item: 1 by SCHULTZ. — [17, 1284, 78, 1295]
ear-left-items: BILLHEADS, MEMORANDUM FORMS, CHEQUE BOOKS, CIRCULARS, CARDS, And EVERY OTHER DESCRIPTION OF JOB PRINTING Done with Despatch. — [23, 121, 259, 156]
disposition-text2: Rapidly filling. Will be drawn for as soon as filled. Early application necessary. Registered letters and telegrams not accepted. Postoffice Orders or Bank Notes preferred. Applicants for tickets please enclose two stamps for reply and result. Half cash tickets six chances. Will be drawn by a committee of subscribers. Address—"Good Luck," care of W. Munro, Box No. 151, P.O., Wellington; or, "Good Luck," Box No. 126, G.P.O., Wellington. NOTE.—The Cash Bonuses will be paid in full; no deduction for expenses. 120 — [1012, 643, 1242, 741]
instrument-item: 1 by COLLARD and COLLARD. — [17, 1239, 142, 1249]
goods-item: Ladies' and Girls' Straw Hats, Latest Fashions. Flowers. — [517, 1488, 778, 1502]
cash-row: 20 at £10 .. 200 — [1098, 1706, 1155, 1716]
form-item: No. 8. Declaration of Bankrupt of Assets and Liabilities, &c. — [1485, 1390, 1707, 1400]
lewis-num: 843 — [517, 1764, 531, 1775]
year-right: {1884 — [939, 1208, 1001, 1236]
brown-text: ENGINEERS, MILLWRIGHTS, Horse-shoers & General Blacksmiths, Wheelwrights and Carriage Manufacturers, — [39, 994, 252, 1016]
union-title: UNION STEAMSHIP COMPANY OF NEW ZEALAND, LIMITED. — [39, 473, 251, 501]
gladstone-road: GLADSTONE ROAD. — [1320, 1821, 1405, 1832]
business-notice-heading: BUSINESS NOTICE. — [355, 833, 437, 844]
good-brothers-text: WATCHMAKERS, JEWELLERS, —AND— Practical Horologists, GLADSTONE ROAD, GISBORNE. The correct mean time of the Colony over the front door. 828 — [292, 1269, 500, 1301]
column-divider — [1246, 417, 1247, 2077]
furniture-to: To the Inhabitants of Gisborne and District. — [1536, 585, 1696, 596]
price-line: HARMONIUMS: From £12 10s. to £18. — [17, 1456, 166, 1466]
instrument-item: 1 by ROBERT BUPACH. — [17, 1254, 111, 1264]
